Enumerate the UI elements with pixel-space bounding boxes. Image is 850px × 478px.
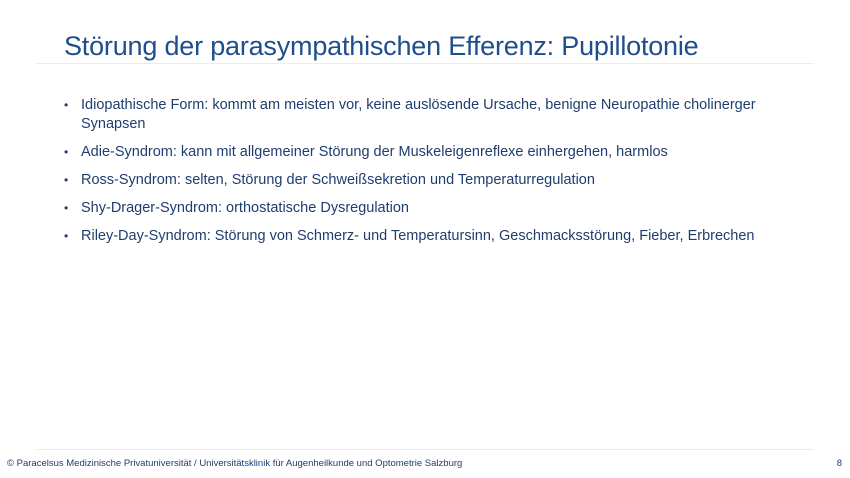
bullet-list — [64, 96, 784, 255]
bullet-item — [64, 227, 784, 246]
bullet-item — [64, 96, 784, 134]
bullet-text: Adie-Syndrom: kann mit allgemeiner Störung der Muskeleigenreflexe einhergehen, harmlos — [81, 144, 668, 160]
title-divider — [36, 63, 814, 64]
bullet-text: Shy-Drager-Syndrom: orthostatische Dysregulation — [81, 200, 409, 216]
bullet-marker: • — [64, 98, 69, 112]
slide-title: Störung der parasympathischen Efferenz: Pupillotonie — [64, 31, 699, 61]
page-number: 8 — [836, 458, 842, 469]
footer-copyright: © Paracelsus Medizinische Privatuniversität / Universitätsklinik für Augenheilkunde und Optometrie Salzburg — [7, 458, 463, 469]
bullet-text: Ross-Syndrom: selten, Störung der Schweißsekretion und Temperaturregulation — [81, 172, 595, 188]
bullet-item — [64, 143, 784, 162]
bullet-marker: • — [64, 173, 69, 187]
bullet-marker: • — [64, 201, 69, 215]
bullet-marker: • — [64, 145, 69, 159]
bullet-item — [64, 171, 784, 190]
bullet-text: Idiopathische Form: kommt am meisten vor, keine auslösende Ursache, benigne Neuropathie cholinerger Synapsen — [81, 97, 756, 132]
bullet-marker: • — [64, 229, 69, 243]
bullet-text: Riley-Day-Syndrom: Störung von Schmerz- und Temperatursinn, Geschmacksstörung, Fieber, Erbrechen — [81, 228, 755, 244]
footer-divider — [36, 449, 814, 450]
bullet-item — [64, 199, 784, 218]
